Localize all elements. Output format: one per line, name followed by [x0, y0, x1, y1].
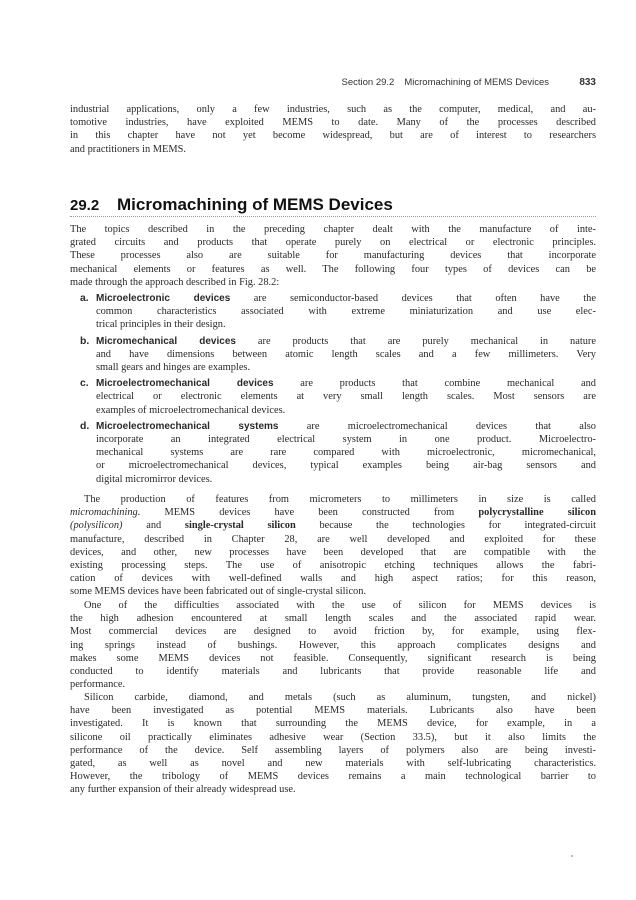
materials-line: Silicon carbide, diamond, and metals (such as aluminum, tungsten, and nickel)	[84, 692, 596, 703]
list-text: electrical or electronic elements at very small length scales. Most sensors are	[96, 391, 596, 403]
list-item	[70, 335, 596, 375]
adhesion-paragraph	[70, 599, 596, 691]
list-text: incorporate an integrated electrical system in one product. Microelectro-	[96, 434, 596, 446]
materials-line: performance of the device. Self assembling layers of polymers also are being investi-	[70, 744, 596, 756]
scan-speck	[571, 855, 573, 857]
production-text: and	[122, 520, 185, 532]
list-term: Micromechanical devices	[96, 335, 236, 347]
section-label: Section 29.2	[341, 77, 395, 88]
list-item	[70, 292, 596, 332]
materials-line: gated, as well as novel and new materials with self-lubricating characteristics.	[70, 758, 596, 770]
chapter-running-title: Micromachining of MEMS Devices	[404, 77, 549, 88]
list-text: are products that are purely mechanical in nature	[235, 335, 596, 347]
list-text: trical principles in their design.	[96, 319, 226, 331]
list-term: Microelectronic devices	[96, 293, 231, 304]
list-text: examples of microelectromechanical devices.	[96, 404, 286, 416]
intro-line: in this chapter have not yet become widespread, but are of interest to researchers	[70, 130, 596, 142]
list-text: are microelectromechanical devices that also	[278, 420, 596, 432]
adhesion-line: One of the difficulties associated with the use of silicon for MEMS devices is	[84, 600, 596, 611]
list-marker: b.	[80, 335, 90, 347]
materials-line: silicone oil practically eliminates adhesive wear (Section 33.5), but it also limits the	[70, 731, 596, 743]
materials-line: have been investigated as potential MEMS materials. Lubricants also have been	[70, 705, 596, 717]
intro-line: and practitioners in MEMS.	[70, 143, 187, 155]
list-text: are semiconductor-based devices that often have the	[230, 293, 596, 304]
term-polycrystalline-silicon: polycrystalline silicon	[478, 507, 596, 519]
list-text: mechanical systems are rare compared with microelectronic, micromechanical,	[96, 447, 596, 459]
production-paragraph	[70, 493, 596, 599]
section-heading	[70, 195, 596, 217]
list-term: Microelectromechanical systems	[96, 420, 279, 432]
running-header	[70, 77, 596, 91]
list-text: small gears and hinges are examples.	[96, 362, 251, 374]
device-types-list	[70, 292, 596, 486]
adhesion-line: performance.	[70, 679, 126, 691]
adhesion-line: Most commercial devices are designed to avoid friction by, for example, using flex-	[70, 626, 596, 638]
term-micromachining: micromachining.	[70, 507, 141, 519]
production-line: devices, and other, new processes have been developed that are compatible with the	[70, 546, 596, 558]
list-text: digital micromirror devices.	[96, 473, 213, 485]
lead-line: grated circuits and products that operate purely on electrical or electronic principles.	[70, 237, 596, 249]
materials-line: investigated. It is known that surrounding the MEMS device, for example, in a	[70, 718, 596, 730]
materials-line: However, the tribology of MEMS devices remains a main technological barrier to	[70, 771, 596, 783]
materials-paragraph	[70, 691, 596, 797]
running-title	[342, 77, 549, 88]
page-number: 833	[579, 77, 596, 88]
lead-line: mechanical elements or features as well. The following four types of devices can be	[70, 263, 596, 275]
intro-paragraph	[70, 103, 596, 156]
lead-line: The topics described in the preceding chapter dealt with the manufacture of inte-	[70, 224, 596, 235]
list-item	[70, 377, 596, 417]
lead-line: These processes also are suitable for manufacturing devices that incorporate	[70, 250, 596, 262]
production-text: MEMS devices have been constructed from	[140, 507, 479, 519]
adhesion-line: makes some MEMS devices not feasible. Consequently, significant research is being	[70, 652, 596, 664]
list-text: are products that combine mechanical and	[273, 378, 596, 390]
term-single-crystal-silicon: single-crystal silicon	[184, 520, 296, 532]
term-polysilicon: (polysilicon)	[70, 520, 123, 532]
list-item	[70, 420, 596, 486]
list-text: and have dimensions between atomic length scales and a few millimeters. Very	[96, 348, 596, 360]
list-marker: c.	[80, 378, 89, 390]
adhesion-line: ing springs instead of bushings. However, this approach complicates designs and	[70, 639, 596, 651]
production-line: existing processing steps. The use of anisotropic etching techniques allows the fabri-	[70, 560, 596, 572]
lead-paragraph	[70, 223, 596, 289]
section-title: Micromachining of MEMS Devices	[117, 195, 393, 214]
list-term: Microelectromechanical devices	[96, 378, 274, 390]
production-line: manufacture, described in Chapter 28, are well developed and exploited for these	[70, 533, 596, 545]
production-line: some MEMS devices have been fabricated out of single-crystal silicon.	[70, 586, 367, 598]
materials-line: any further expansion of their already widespread use.	[70, 784, 296, 796]
list-text: or microelectromechanical devices, typical examples being air-bag sensors and	[96, 460, 596, 472]
intro-line: industrial applications, only a few industries, such as the computer, medical, and au-	[70, 104, 596, 115]
heading-rule	[70, 216, 596, 217]
list-text: common characteristics associated with extreme miniaturization and use elec-	[96, 306, 596, 318]
production-text: because the technologies for integrated-circuit	[295, 520, 596, 532]
list-marker: a.	[80, 293, 89, 304]
lead-line: made through the approach described in Fig. 28.2:	[70, 276, 280, 288]
section-number: 29.2	[70, 197, 100, 214]
production-line: cation of devices with well-defined walls and high aspect ratios; for this reason,	[70, 573, 596, 585]
production-line: The production of features from micrometers to millimeters in size is called	[84, 494, 596, 505]
list-marker: d.	[80, 420, 90, 432]
intro-line: tomotive industries, have exploited MEMS to date. Many of the processes described	[70, 117, 596, 129]
adhesion-line: conducted to identify materials and lubricants that provide reasonable life and	[70, 666, 596, 678]
adhesion-line: the high adhesion encountered at small length scales and the associated rapid wear.	[70, 613, 596, 625]
